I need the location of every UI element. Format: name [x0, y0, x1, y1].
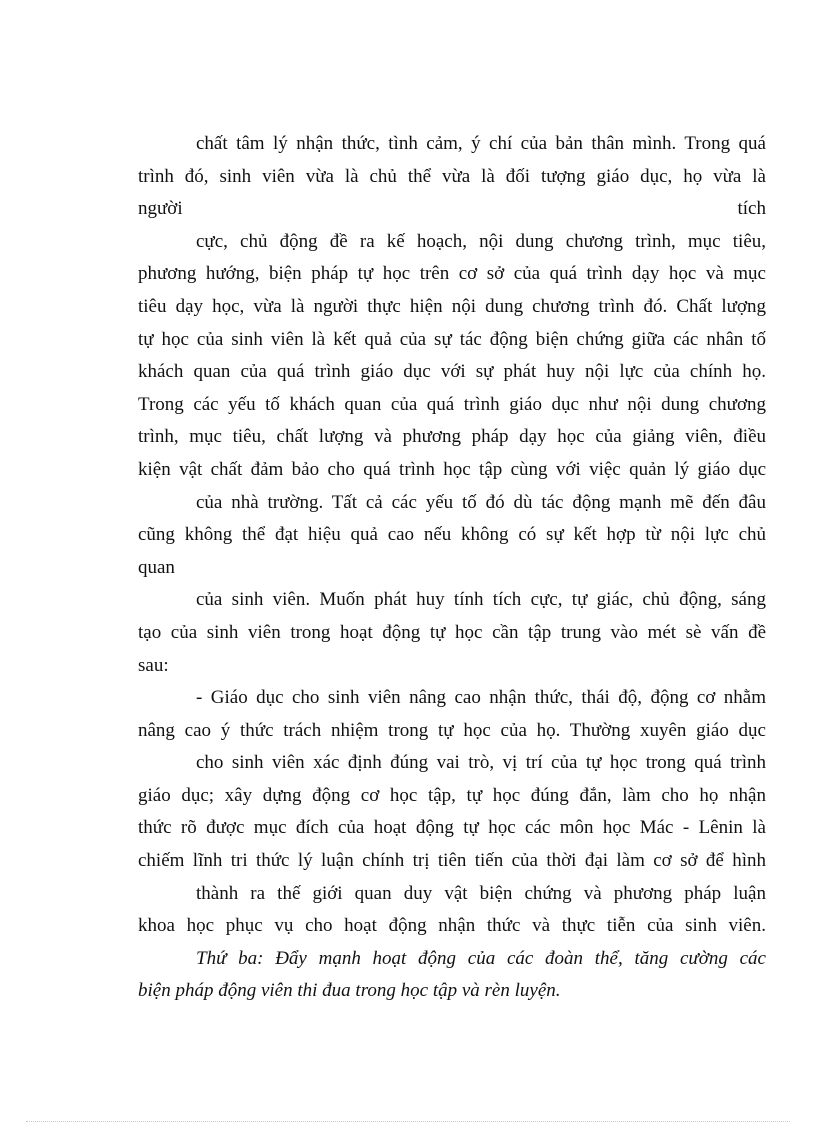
document-body: [138, 128, 766, 1008]
text-line: cực, chủ động đề ra kế hoạch, nội dung chương trình, mục tiêu,: [196, 230, 766, 252]
text-line: quan: [138, 556, 175, 578]
text-line: chất tâm lý nhận thức, tình cảm, ý chí của bản thân mình. Trong quá: [196, 133, 766, 154]
text-line: sau:: [138, 654, 169, 676]
text-line: khoa học phục vụ cho hoạt động nhận thức và thực tiễn của sinh viên.: [138, 915, 766, 937]
text-line: giáo dục; xây dựng động cơ học tập, tự học đúng đắn, làm cho họ nhận: [138, 784, 766, 806]
text-line: trình đó, sinh viên vừa là chủ thể vừa là đối tượng giáo dục, họ vừa là: [138, 165, 766, 187]
text-line: thức rõ được mục đích của hoạt động tự học các môn học Mác - Lênin là: [138, 817, 766, 839]
text-line: khách quan của quá trình giáo dục với sự phát huy nội lực của chính họ.: [138, 361, 766, 383]
text-line: cũng không thể đạt hiệu quả cao nếu không có sự kết hợp từ nội lực chủ: [138, 524, 766, 546]
section-heading-line: biện pháp động viên thi đua trong học tập và rèn luyện.: [138, 980, 561, 1002]
text-line: kiện vật chất đảm bảo cho quá trình học tập cùng với việc quản lý giáo dục: [138, 458, 766, 480]
text-line: cho sinh viên xác định đúng vai trò, vị trí của tự học trong quá trình: [196, 752, 766, 774]
text-line: người tích: [138, 198, 766, 220]
text-line: tự học của sinh viên là kết quả của sự tác động biện chứng giữa các nhân tố: [138, 328, 766, 350]
page-bottom-rule: [26, 1121, 790, 1122]
text-line: thành ra thế giới quan duy vật biện chứng và phương pháp luận: [196, 882, 766, 904]
text-line: trình, mục tiêu, chất lượng và phương pháp dạy học của giảng viên, điều: [138, 426, 766, 448]
text-line: chiếm lĩnh tri thức lý luận chính trị tiên tiến của thời đại làm cơ sở để hình: [138, 850, 766, 872]
text-line: phương hướng, biện pháp tự học trên cơ sở của quá trình dạy học và mục: [138, 263, 766, 285]
text-line: tạo của sinh viên trong hoạt động tự học cần tập trung vào mét sè vấn đề: [138, 621, 766, 643]
text-line: Trong các yếu tố khách quan của quá trình giáo dục như nội dung chương: [138, 393, 766, 415]
section-heading-line: Thứ ba: Đẩy mạnh hoạt động của các đoàn thể, tăng cường các: [196, 947, 766, 969]
text-line: tiêu dạy học, vừa là người thực hiện nội dung chương trình đó. Chất lượng: [138, 295, 766, 317]
text-line: nâng cao ý thức trách nhiệm trong tự học của họ. Thường xuyên giáo dục: [138, 719, 766, 741]
text-line: - Giáo dục cho sinh viên nâng cao nhận thức, thái độ, động cơ nhằm: [196, 687, 766, 709]
text-line: của sinh viên. Muốn phát huy tính tích cực, tự giác, chủ động, sáng: [196, 589, 766, 611]
text-line: của nhà trường. Tất cả các yếu tố đó dù tác động mạnh mẽ đến đâu: [196, 491, 766, 513]
